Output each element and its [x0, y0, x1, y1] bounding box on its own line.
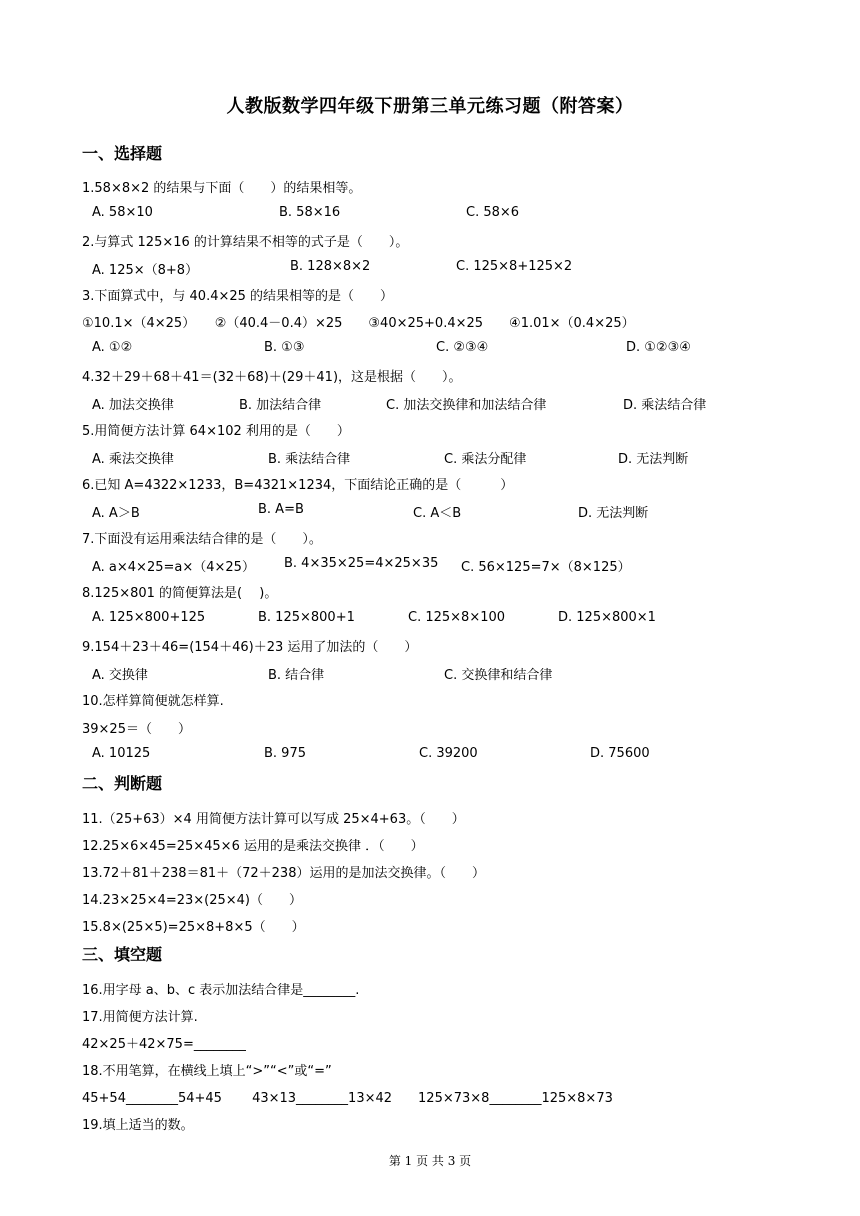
q1-option-a: A. 58×10	[92, 205, 153, 220]
question-17-expression: 42×25＋42×75=________	[82, 1037, 246, 1052]
q10-option-b: B. 975	[264, 746, 306, 761]
q7-option-c: C. 56×125=7×（8×125）	[461, 560, 631, 575]
document-title: 人教版数学四年级下册第三单元练习题（附答案）	[226, 96, 634, 117]
question-1: 1.58×8×2 的结果与下面（ ）的结果相等。	[82, 181, 362, 196]
q2-option-c: C. 125×8+125×2	[456, 259, 573, 274]
q9-option-b: B. 结合律	[268, 668, 325, 683]
q6-option-b: B. A=B	[258, 502, 304, 517]
q5-option-c: C. 乘法分配律	[444, 452, 527, 467]
question-18: 18.不用笔算，在横线上填上“>”“<”或“=”	[82, 1064, 332, 1079]
q6-option-a: A. A＞B	[92, 506, 140, 521]
section-heading-fill: 三、填空题	[82, 945, 163, 964]
question-7: 7.下面没有运用乘法结合律的是（ ）。	[82, 532, 322, 547]
q5-option-b: B. 乘法结合律	[268, 452, 351, 467]
section-heading-choice: 一、选择题	[82, 144, 163, 163]
q6-option-c: C. A＜B	[413, 506, 462, 521]
q4-option-b: B. 加法结合律	[239, 398, 322, 413]
page-footer: 第 1 页 共 3 页	[388, 1154, 472, 1168]
q10-option-a: A. 10125	[92, 746, 151, 761]
section-heading-judge: 二、判断题	[82, 774, 163, 793]
question-8: 8.125×801 的简便算法是( )。	[82, 586, 278, 601]
question-2: 2.与算式 125×16 的计算结果不相等的式子是（ ）。	[82, 235, 409, 250]
q6-option-d: D. 无法判断	[578, 506, 649, 521]
question-15: 15.8×(25×5)=25×8+8×5（ ）	[82, 920, 305, 935]
q2-option-b: B. 128×8×2	[290, 259, 371, 274]
question-14: 14.23×25×4=23×(25×4)（ ）	[82, 893, 302, 908]
q5-option-d: D. 无法判断	[618, 452, 689, 467]
question-17: 17.用简便方法计算.	[82, 1010, 198, 1025]
q7-option-b: B. 4×35×25=4×25×35	[284, 556, 439, 571]
q10-option-d: D. 75600	[590, 746, 650, 761]
question-18-items: 45+54________54+45 43×13________13×42 125×73×8________125×8×73	[82, 1091, 613, 1106]
q8-option-b: B. 125×800+1	[258, 610, 355, 625]
q1-option-c: C. 58×6	[466, 205, 520, 220]
q8-option-d: D. 125×800×1	[558, 610, 656, 625]
q4-option-c: C. 加法交换律和加法结合律	[386, 398, 547, 413]
q8-option-a: A. 125×800+125	[92, 610, 206, 625]
q3-option-a: A. ①②	[92, 340, 133, 355]
question-16: 16.用字母 a、b、c 表示加法结合律是________.	[82, 983, 360, 998]
question-10-expression: 39×25＝（ ）	[82, 722, 191, 737]
q1-option-b: B. 58×16	[279, 205, 341, 220]
q3-option-c: C. ②③④	[436, 340, 489, 355]
q4-option-d: D. 乘法结合律	[623, 398, 707, 413]
question-13: 13.72＋81＋238＝81＋（72＋238）运用的是加法交换律。（ ）	[82, 866, 485, 881]
question-4: 4.32＋29＋68＋41＝(32＋68)＋(29＋41)，这是根据（ ）。	[82, 370, 462, 385]
question-10: 10.怎样算简便就怎样算.	[82, 694, 224, 709]
q10-option-c: C. 39200	[419, 746, 478, 761]
q9-option-a: A. 交换律	[92, 668, 148, 683]
q2-option-a: A. 125×（8+8）	[92, 263, 199, 278]
question-9: 9.154＋23＋46=(154＋46)＋23 运用了加法的（ ）	[82, 640, 418, 655]
q8-option-c: C. 125×8×100	[408, 610, 506, 625]
q9-option-c: C. 交换律和结合律	[444, 668, 553, 683]
question-6: 6.已知 A=4322×1233，B=4321×1234，下面结论正确的是（ ）	[82, 478, 514, 493]
q3-option-b: B. ①③	[264, 340, 305, 355]
question-19: 19.填上适当的数。	[82, 1118, 194, 1133]
question-11: 11.（25+63）×4 用简便方法计算可以写成 25×4+63。（ ）	[82, 812, 465, 827]
question-3: 3.下面算式中，与 40.4×25 的结果相等的是（ ）	[82, 289, 394, 304]
q3-option-d: D. ①②③④	[626, 340, 691, 355]
question-3-items: ①10.1×（4×25） ②（40.4－0.4）×25 ③40×25+0.4×25 ④1.01×（0.4×25）	[82, 316, 635, 331]
q7-option-a: A. a×4×25=a×（4×25）	[92, 560, 255, 575]
q4-option-a: A. 加法交换律	[92, 398, 174, 413]
q5-option-a: A. 乘法交换律	[92, 452, 174, 467]
question-12: 12.25×6×45=25×45×6 运用的是乘法交换律 ．（ ）	[82, 839, 424, 854]
question-5: 5.用简便方法计算 64×102 利用的是（ ）	[82, 424, 350, 439]
